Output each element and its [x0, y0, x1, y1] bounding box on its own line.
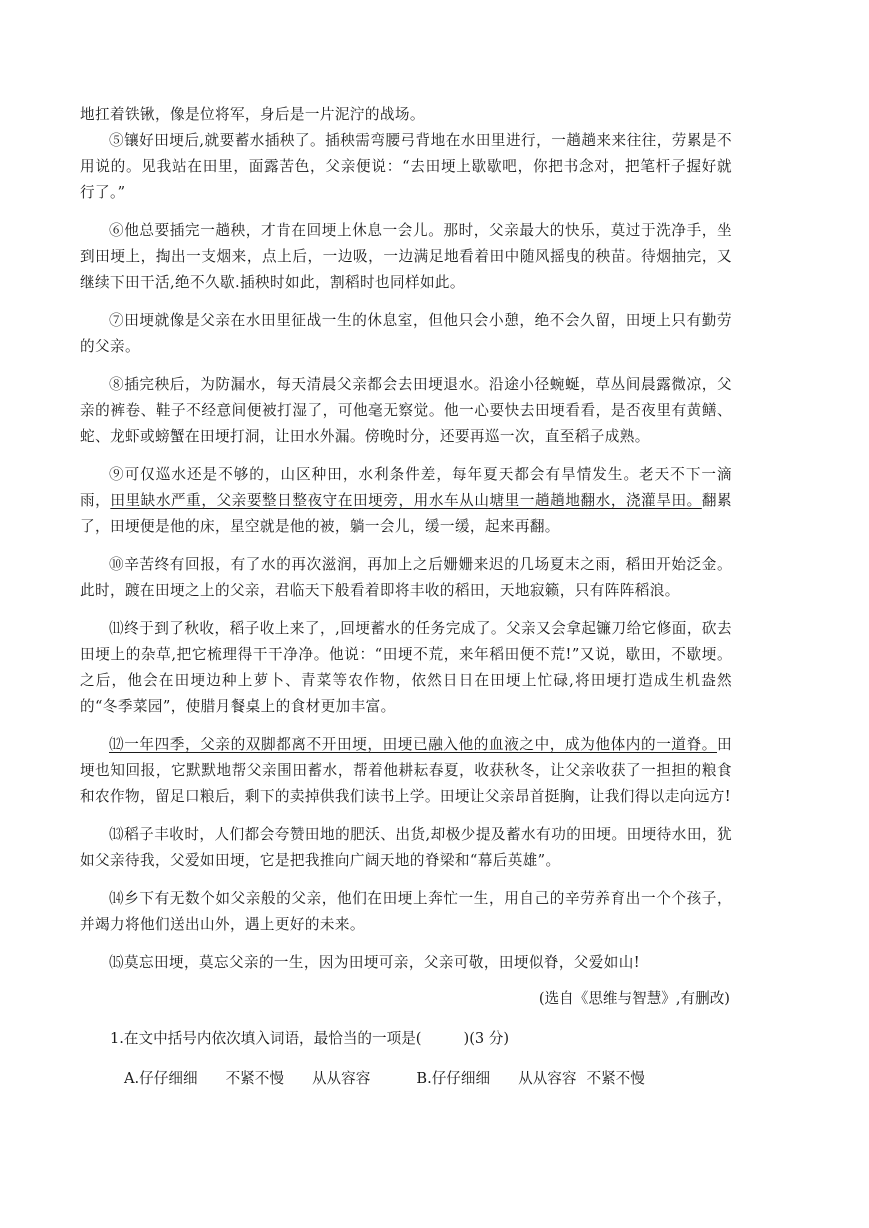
question-1-stem — [110, 1026, 509, 1052]
question-stem-text: 1.在文中括号内依次填入词语，最恰当的一项是( — [110, 1030, 422, 1047]
option-b-word-2: 从从容容 — [518, 1070, 577, 1087]
paragraph-12-underlined: ⑿一年四季，父亲的双脚都离不开田埂，田埂已融入他的血液之中，成为他体内的一道脊。 — [109, 736, 717, 753]
option-a-word-2: 不紧不慢 — [225, 1070, 284, 1087]
option-a-word-3: 从从容容 — [311, 1070, 371, 1087]
paragraph-14: ⒁乡下有无数个如父亲般的父亲，他们在田埂上奔忙一生，用自己的辛劳养育出一个个孩子，并竭力将他们送出山外，遇上更好的未来。 — [80, 890, 732, 933]
paragraph-6: ⑥他总要插完一趟秧，才肯在回埂上休息一会儿。那时，父亲最大的快乐，莫过于洗净手，坐到田埂上，掏出一支烟来，点上后，一边吸，一边满足地看着田中随风摇曳的秧苗。待烟抽完，又继续下田干活,绝不久歇.插秧时如此，割稻时也同样如此。 — [80, 222, 732, 291]
paragraph-8: ⑧插完秧后，为防漏水，每天清晨父亲都会去田埂退水。沿途小径蜿蜒，草丛间晨露微凉，父亲的裤卷、鞋子不经意间便被打湿了，可他毫无察觉。他一心要快去田埂看看，是否夜里有黄鳝、蛇、龙虾或螃蟹在田埂打洞，让田水外漏。傍晚时分，还要再巡一次，直至稻子成熟。 — [80, 376, 732, 445]
question-1-options — [124, 1066, 645, 1092]
question-points: )(3 分) — [463, 1030, 510, 1047]
paragraph-15: ⒂莫忘田埂，莫忘父亲的一生，因为田埂可亲，父亲可敬，田埂似脊，父爱如山! — [109, 954, 641, 971]
paragraph-9-text-b: 翻累了，田埂便是他的床，星空就是他的被，躺一会儿，缓一缓，起来再翻。 — [80, 492, 732, 535]
paragraph-10: ⑩辛苦终有回报，有了水的再次滋润，再加上之后姗姗来迟的几场夏末之雨，稻田开始泛金。此时，踱在田埂之上的父亲，君临天下般看着即将丰收的稻田，天地寂籁，只有阵阵稻浪。 — [80, 556, 732, 599]
paragraph-5: ⑤镶好田埂后,就要蓄水插秧了。插秧需弯腰弓背地在水田里进行，一趟趟来来往往，劳累是不用说的。见我站在田里，面露苦色，父亲便说：“去田埂上歇歇吧，你把书念对，把笔杆子握好就行了。” — [80, 132, 732, 201]
paragraph-4-tail: 地扛着铁锹，像是位将军，身后是一片泥泞的战场。 — [80, 106, 425, 123]
paragraph-9-underlined: 田里缺水严重，父亲要整日整夜守在田埂旁，用水车从山塘里一趟趟地翻水，浇灌旱田。 — [110, 492, 702, 509]
paragraph-9-text-a: ⑨可仅巡水还是不够的，山区种田，水利条件差，每年夏天都会有旱情发生。老天不下一滴雨， — [80, 466, 732, 509]
option-b-label[interactable]: B.仔仔细细 — [416, 1070, 491, 1087]
paragraph-9 — [80, 462, 732, 540]
paragraph-13: ⒀稻子丰收时，人们都会夸赞田地的肥沃、出货,却极少提及蓄水有功的田埂。田埂待水田，犹如父亲待我，父爱如田埂，它是把我推向广阔天地的脊梁和“幕后英雄”。 — [80, 826, 732, 869]
paragraph-11: ⑾终于到了秋收，稻子收上来了，,回埂蓄水的任务完成了。父亲又会拿起镰刀给它修面，砍去田埂上的杂草,把它梳理得干干净净。他说：“田埂不荒，来年稻田便不荒!”又说，歇田，不歇埂。之后，他会在田埂边种上萝卜、青菜等农作物，依然日日在田埂上忙碌,将田埂打造成生机盎然的“冬季菜园”，使腊月餐桌上的食材更加丰富。 — [80, 620, 732, 715]
paragraph-12-text-b: 田埂也知回报，它默默地帮父亲围田蓄水，帮着他耕耘春夏，收获秋冬，让父亲收获了一担担的粮食和农作物，留足口粮后，剩下的卖掉供我们读书上学。田埂让父亲昂首挺胸，让我们得以走向远方! — [80, 736, 732, 805]
option-a-label[interactable]: A.仔仔细细 — [124, 1070, 198, 1087]
paragraph-12 — [80, 732, 732, 810]
paragraph-7: ⑦田埂就像是父亲在水田里征战一生的休息室，但他只会小憩，绝不会久留，田埂上只有勤劳的父亲。 — [80, 312, 732, 355]
source-citation: (选自《思维与智慧》,有删改) — [538, 990, 730, 1007]
option-b-word-3: 不紧不慢 — [586, 1070, 645, 1087]
